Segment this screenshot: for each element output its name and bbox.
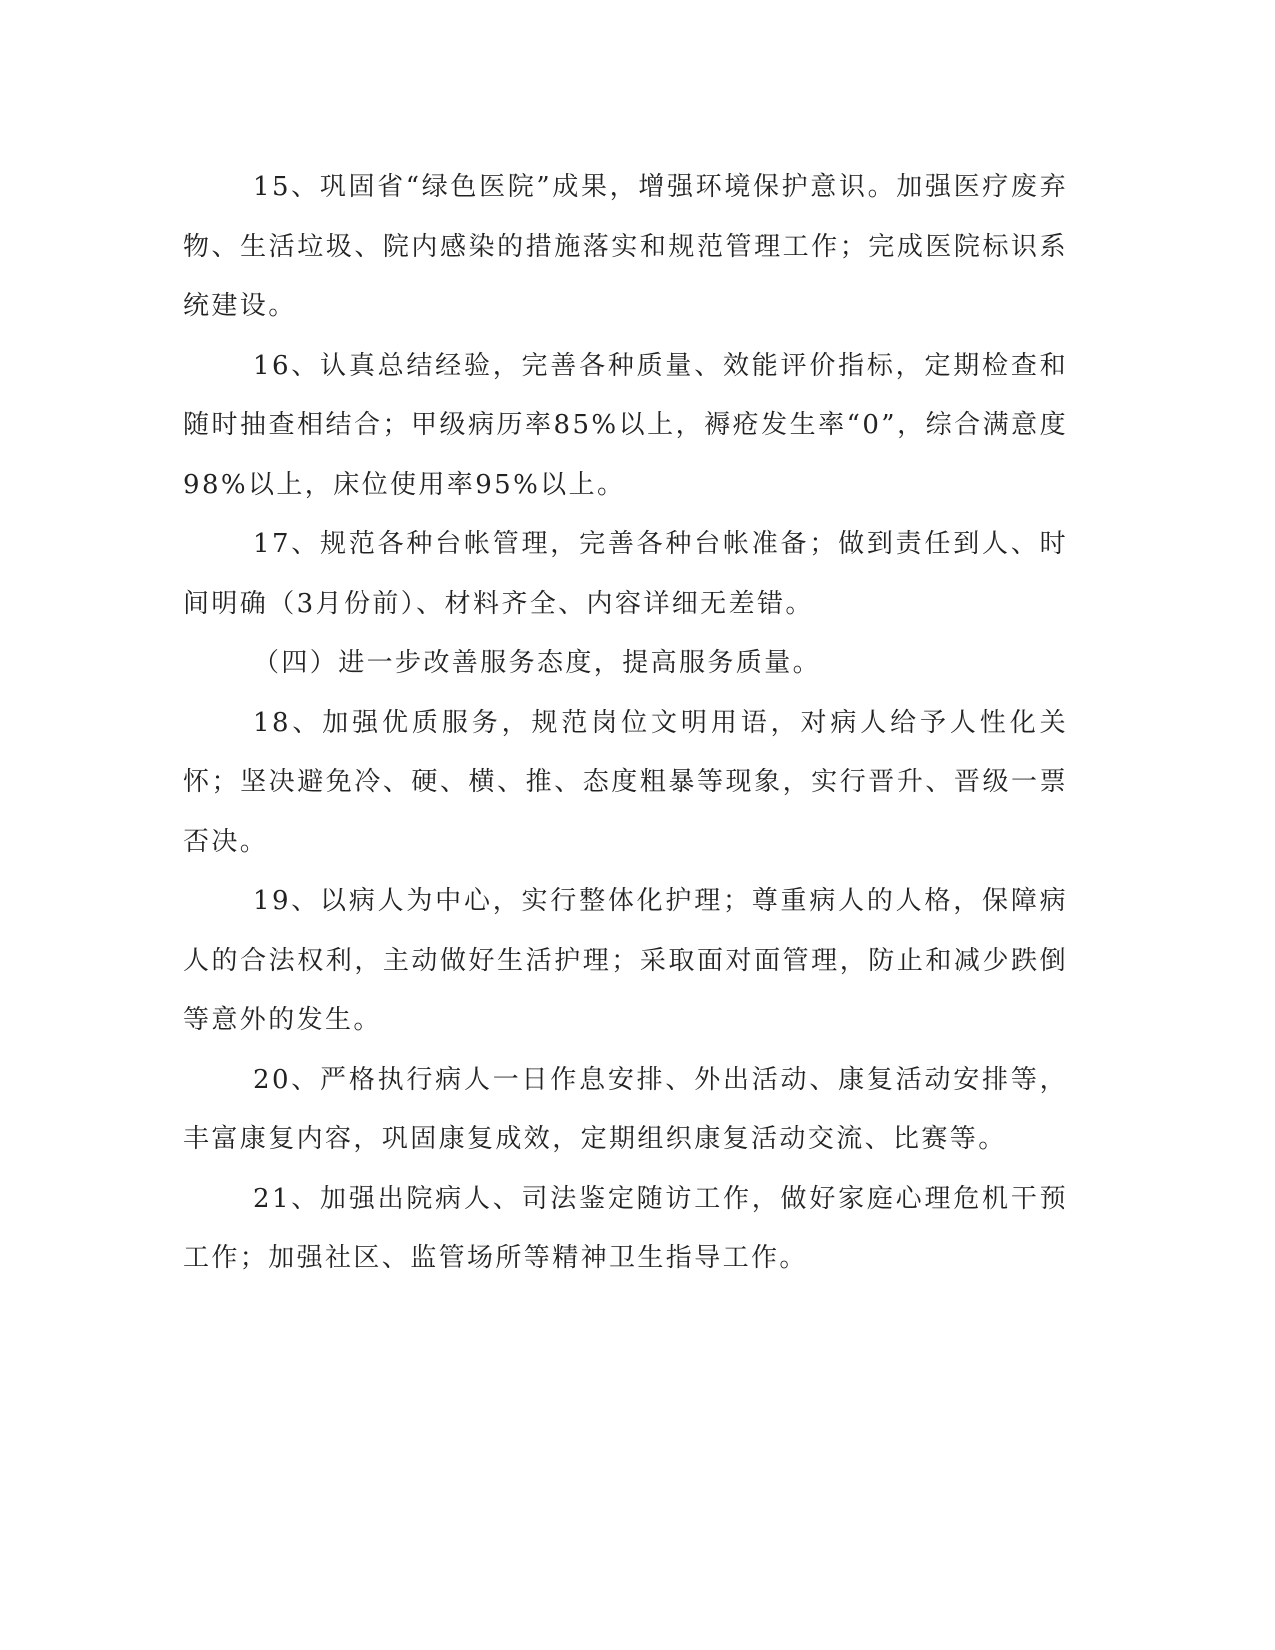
paragraph-15: 15、巩固省“绿色医院”成果，增强环境保护意识。加强医疗废弃物、生活垃圾、院内感染的措施落实和规范管理工作；完成医院标识系统建设。 [183, 172, 1068, 321]
paragraph-20: 20、严格执行病人一日作息安排、外出活动、康复活动安排等，丰富康复内容，巩固康复成效，定期组织康复活动交流、比赛等。 [183, 1064, 1068, 1154]
paragraph-21: 21、加强出院病人、司法鉴定随访工作，做好家庭心理危机干预工作；加强社区、监管场所等精神卫生指导工作。 [183, 1183, 1068, 1273]
document-body [183, 158, 1068, 1289]
paragraph-16: 16、认真总结经验，完善各种质量、效能评价指标，定期检查和随时抽查相结合；甲级病历率85%以上，褥疮发生率“0”，综合满意度98%以上，床位使用率95%以上。 [183, 350, 1068, 500]
section-heading-4: （四）进一步改善服务态度，提高服务质量。 [253, 648, 822, 678]
paragraph-19: 19、以病人为中心，实行整体化护理；尊重病人的人格，保障病人的合法权利，主动做好生活护理；采取面对面管理，防止和减少跌倒等意外的发生。 [183, 886, 1068, 1035]
paragraph-18: 18、加强优质服务，规范岗位文明用语，对病人给予人性化关怀；坚决避免冷、硬、横、推、态度粗暴等现象，实行晋升、晋级一票否决。 [183, 707, 1068, 857]
paragraph-17: 17、规范各种台帐管理，完善各种台帐准备；做到责任到人、时间明确（3月份前）、材料齐全、内容详细无差错。 [183, 529, 1068, 619]
